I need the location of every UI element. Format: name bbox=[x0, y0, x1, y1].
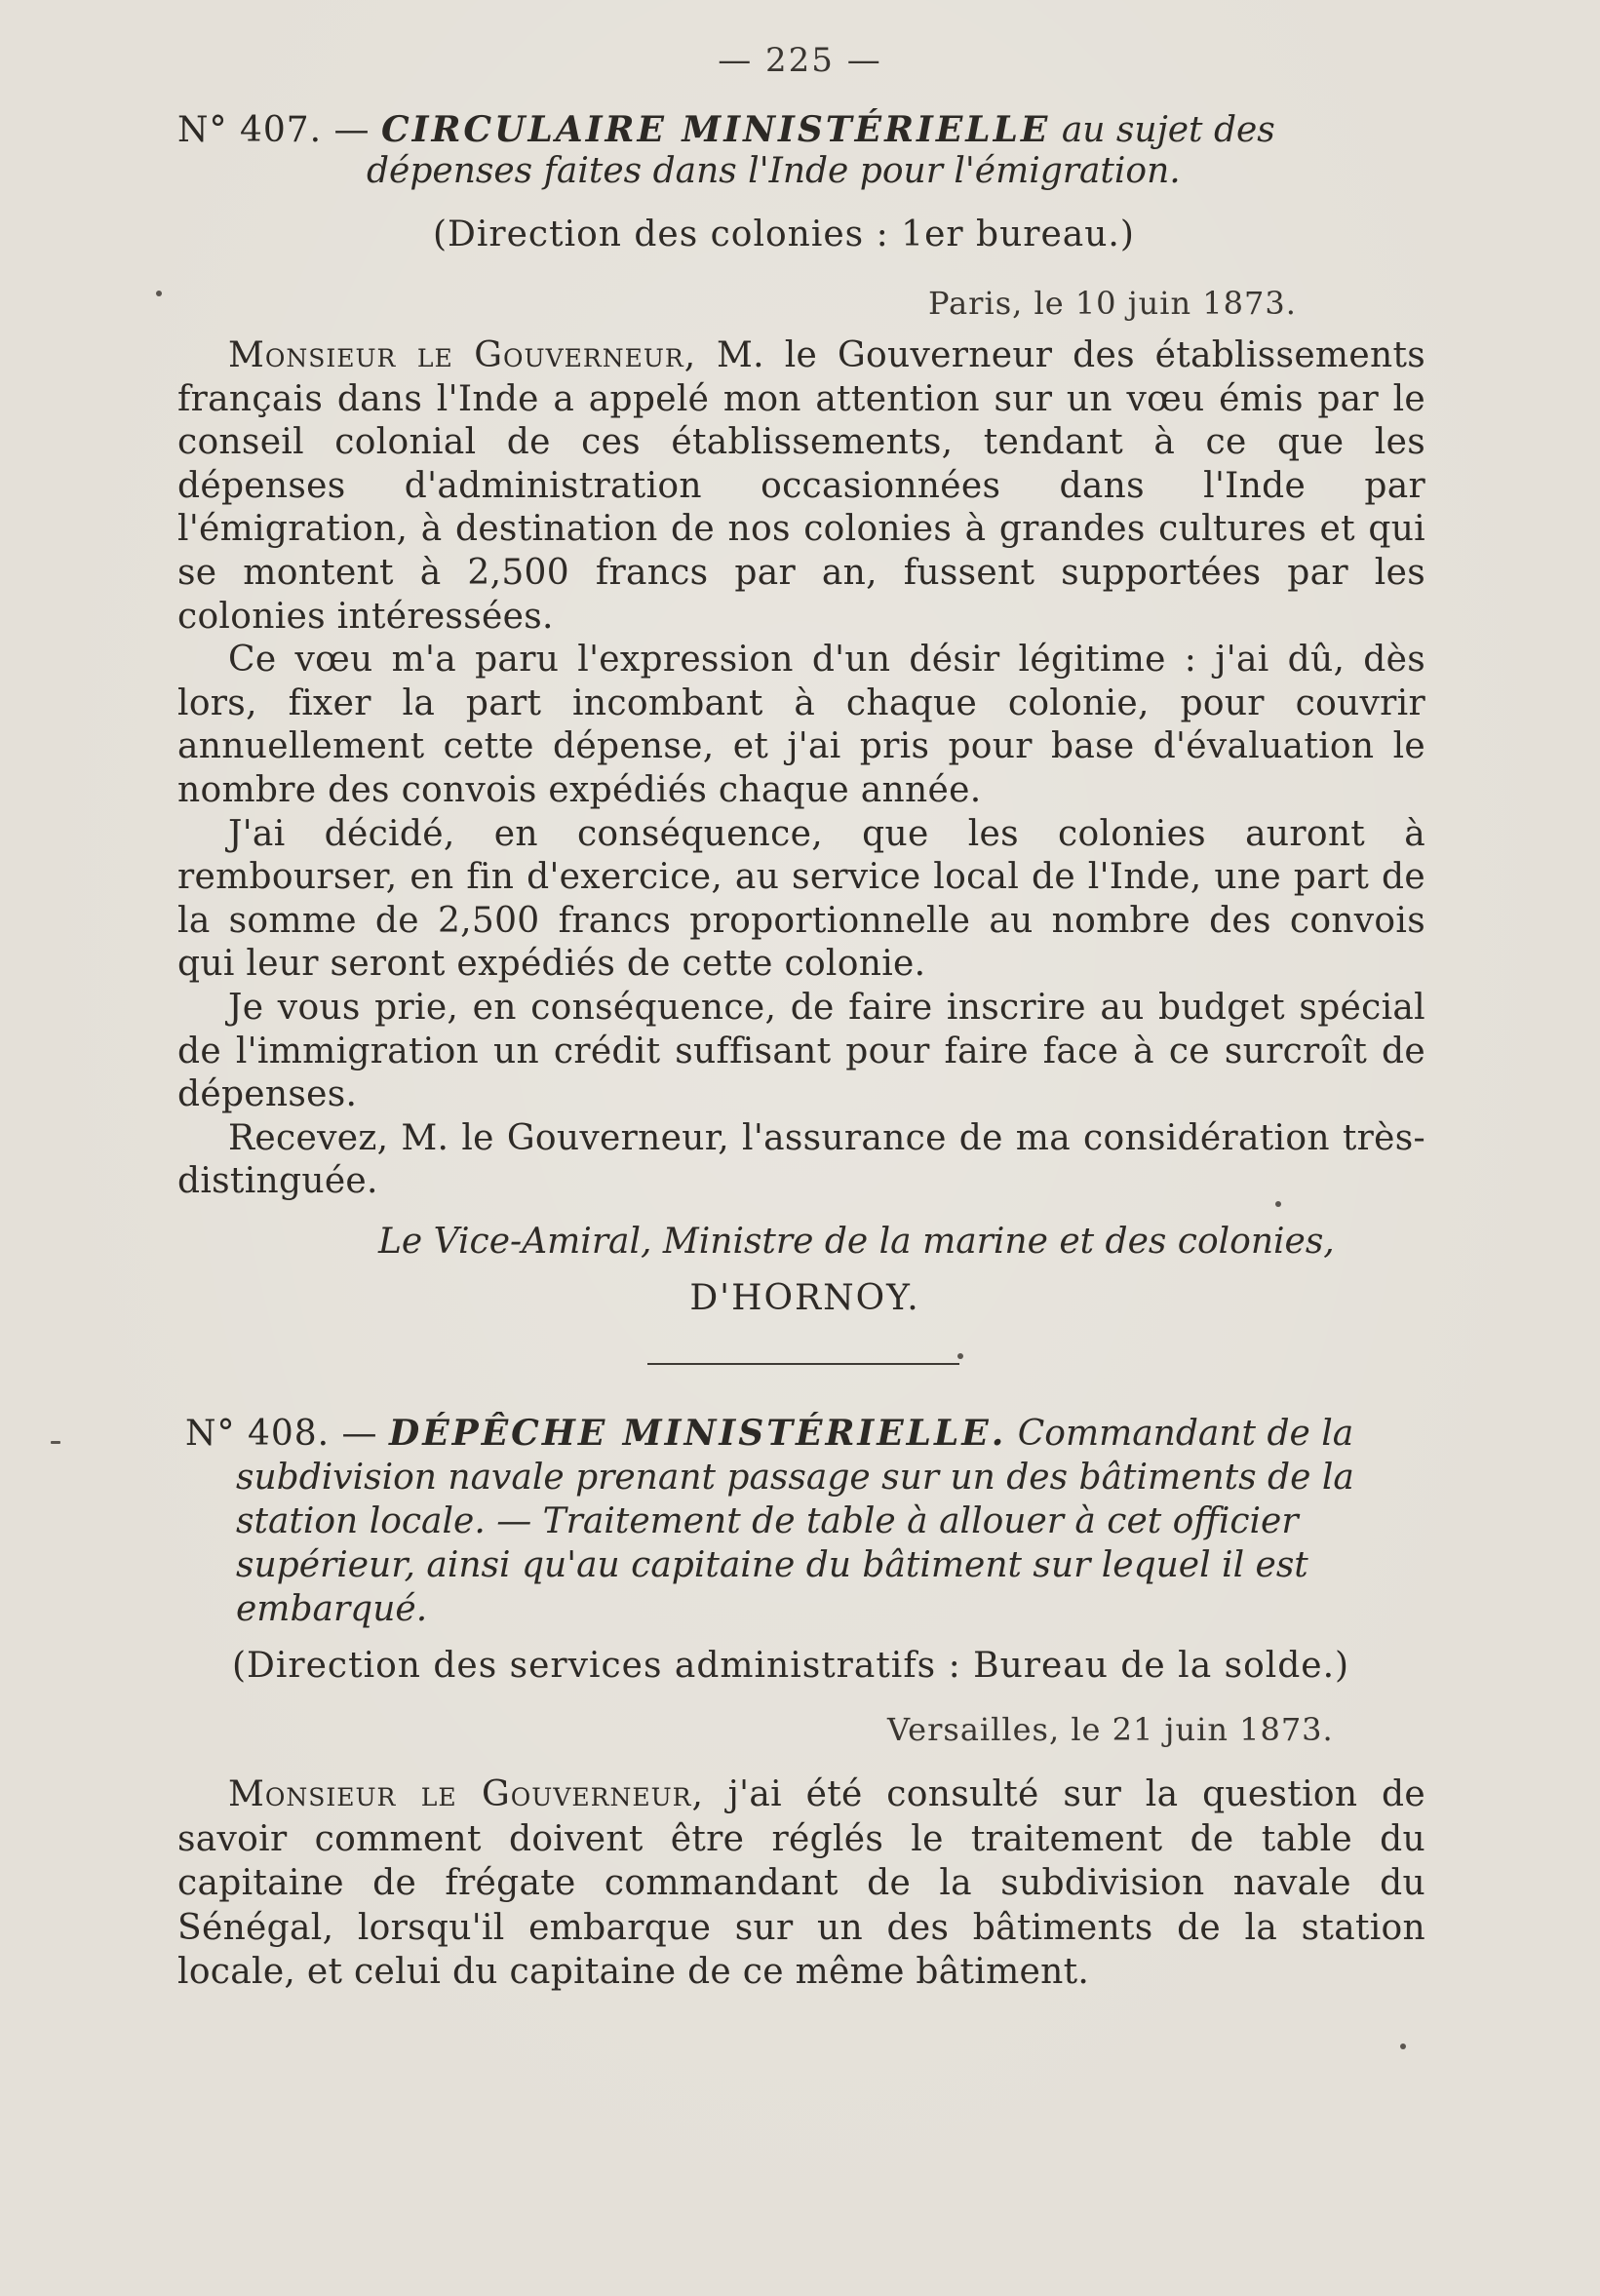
entry-408-number: N° 408. — bbox=[185, 1414, 378, 1454]
entry-407-signature-name: D'HORNOY. bbox=[689, 1278, 920, 1318]
entry-407-body bbox=[177, 334, 1425, 1204]
page-number: — 225 — bbox=[718, 41, 882, 80]
entry-408-subject: Commandant de la subdivision navale prenant passage sur un des bâtiments de la station locale. — Traitement de table à allouer à cet officier supérieur, ainsi qu'au capitaine du bâtiment sur lequel il est embarqué. bbox=[236, 1414, 1354, 1629]
entry-407-salutation: Monsieur le Gouverneur, bbox=[228, 335, 697, 375]
entry-407-direction: (Direction des colonies : 1er bureau.) bbox=[433, 214, 1135, 254]
section-separator bbox=[647, 1363, 959, 1365]
entry-407-paragraph: Recevez, M. le Gouverneur, l'assurance de ma considération très-distinguée. bbox=[177, 1117, 1425, 1202]
print-speck bbox=[156, 291, 162, 296]
entry-407-place-date: Paris, le 10 juin 1873. bbox=[928, 285, 1297, 322]
entry-407-title bbox=[177, 109, 1425, 192]
entry-407-paragraph: Ce vœu m'a paru l'expression d'un désir légitime : j'ai dû, dès lors, fixer la part incombant à chaque colonie, pour couvrir annuellement cette dépense, et j'ai pris pour base d'évaluation le nombre des convois expédiés chaque année. bbox=[177, 640, 1425, 810]
entry-408-paragraph bbox=[177, 1772, 1425, 1995]
entry-408-paragraph-text: j'ai été consulté sur la question de savoir comment doivent être réglés le traitement de table du capitaine de frégate commandant de la subdivision navale du Sénégal, lorsqu'il embarque sur un des bâtiments de la station locale, et celui du capitaine de ce même bâtiment. bbox=[177, 1774, 1425, 1992]
entry-407-subject-line2: dépenses faites dans l'Inde pour l'émigration. bbox=[367, 151, 1181, 191]
entry-407-paragraph bbox=[177, 334, 1425, 639]
entry-407-subject-line1: au sujet des bbox=[1061, 110, 1275, 150]
entry-408-heading: DÉPÊCHE MINISTÉRIELLE. bbox=[389, 1413, 1007, 1454]
print-speck bbox=[957, 1353, 963, 1359]
print-speck bbox=[51, 1441, 60, 1444]
print-speck bbox=[1275, 1201, 1281, 1207]
entry-408-salutation: Monsieur le Gouverneur, bbox=[228, 1774, 704, 1814]
entry-407-number: N° 407. — bbox=[177, 110, 371, 150]
entry-407-paragraph: J'ai décidé, en conséquence, que les colonies auront à rembourser, en fin d'exercice, au service local de l'Inde, une part de la somme de 2,500 francs proportionnelle au nombre des convois qui leur seront expédiés de cette colonie. bbox=[177, 813, 1425, 985]
entry-408-direction: (Direction des services administratifs : Bureau de la solde.) bbox=[232, 1646, 1350, 1686]
entry-407-heading: CIRCULAIRE MINISTÉRIELLE bbox=[381, 109, 1051, 150]
entry-407-paragraph: Je vous prie, en conséquence, de faire inscrire au budget spécial de l'immigration un crédit suffisant pour faire face à ce surcroît de dépenses. bbox=[177, 987, 1425, 1115]
entry-407-paragraph-text: M. le Gouverneur des établissements français dans l'Inde a appelé mon attention sur un vœu émis par le conseil colonial de ces établissements, tendant à ce que les dépenses d'administration occasionnées dans l'Inde par l'émigration, à destination de nos colonies à grandes cultures et qui se montent à 2,500 francs par an, fussent supportées par les colonies intéressées. bbox=[177, 335, 1425, 637]
entry-408-place-date: Versailles, le 21 juin 1873. bbox=[887, 1711, 1334, 1748]
entry-408-title bbox=[185, 1412, 1479, 1631]
entry-408-body bbox=[177, 1772, 1425, 1995]
print-speck bbox=[1400, 2043, 1406, 2049]
entry-407-signature-title: Le Vice-Amiral, Ministre de la marine et des colonies, bbox=[378, 1222, 1335, 1262]
